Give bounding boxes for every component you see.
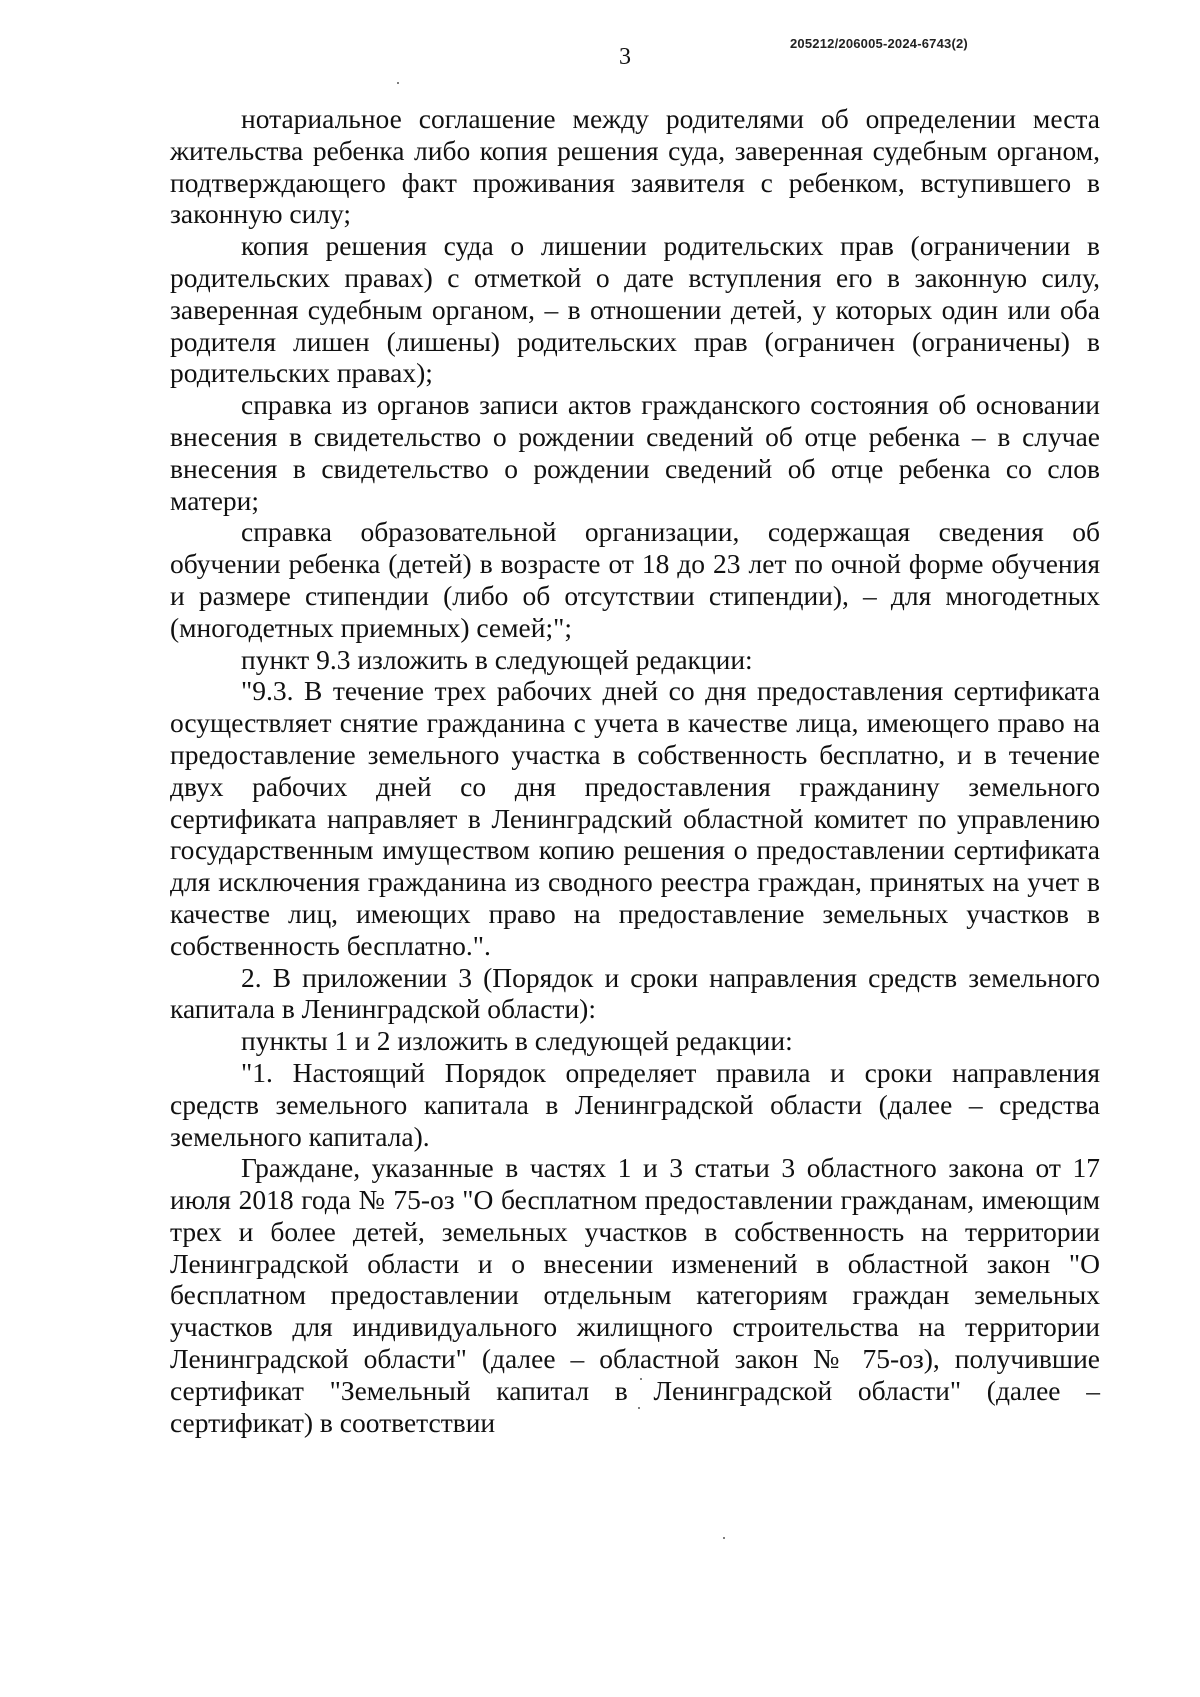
document-body bbox=[170, 103, 1100, 1438]
paragraph-clauses-1-2-intro: пункты 1 и 2 изложить в следующей редакции: bbox=[241, 1025, 793, 1057]
paragraph-court-decision-copy: копия решения суда о лишении родительских прав (ограничении в родительских правах) с отметкой о дате вступления его в законную силу, заверенная судебным органом, – в отношении детей, у которых один или оба родителя лишен (лишены) родительских прав (ограничен (ограничены) в родительских правах); bbox=[170, 230, 1100, 389]
paragraph-clause-9-3: "9.3. В течение трех рабочих дней со дня предоставления сертификата осуществляет снятие гражданина с учета в качестве лица, имеющего право на предоставление земельного участка в собственность бесплатно, и в течение двух рабочих дней со дня предоставления гражданину земельного сертификата направляет в Ленинградский областной комитет по управлению государственным имуществом копию решения о предоставлении сертификата для исключения гражданина из сводного реестра граждан, принятых на учет в качестве лиц, имеющих право на предоставление земельных участков в собственность бесплатно.". bbox=[170, 675, 1100, 961]
page-number: 3 bbox=[619, 44, 631, 70]
paragraph-civil-registry-certificate: справка из органов записи актов гражданского состояния об основании внесения в свидетельство о рождении сведений об отце ребенка – в случае внесения в свидетельство о рождении сведений об отце ребенка со слов матери; bbox=[170, 389, 1100, 516]
paragraph-clause-9-3-intro: пункт 9.3 изложить в следующей редакции: bbox=[241, 643, 753, 675]
paragraph-education-certificate: справка образовательной организации, содержащая сведения об обучении ребенка (детей) в возрасте от 18 до 23 лет по очной форме обучения и размере стипендии (либо об отсутствии стипендии), – для многодетных (многодетных приемных) семей;"; bbox=[170, 516, 1100, 643]
scan-speck bbox=[723, 1537, 725, 1539]
paragraph-clause-1: "1. Настоящий Порядок определяет правила и сроки направления средств земельного капитала в Ленинградской области (далее – средства земельного капитала). bbox=[170, 1056, 1100, 1152]
paragraph-appendix-3: 2. В приложении 3 (Порядок и сроки направления средств земельного капитала в Ленинградской области): bbox=[170, 961, 1100, 1025]
scan-speck bbox=[397, 82, 399, 84]
paragraph-notarial-agreement: нотариальное соглашение между родителями об определении места жительства ребенка либо копия решения суда, заверенная судебным органом, подтверждающего факт проживания заявителя с ребенком, вступившего в законную силу; bbox=[170, 103, 1100, 230]
document-reference-code: 205212/206005-2024-6743(2) bbox=[790, 36, 968, 51]
paragraph-citizens: Граждане, указанные в частях 1 и 3 статьи 3 областного закона от 17 июля 2018 года № 75-оз "О бесплатном предоставлении гражданам, имеющим трех и более детей, земельных участков в собственность на территории Ленинградской области и о внесении изменений в областной закон "О бесплатном предоставлении отдельным категориям граждан земельных участков для индивидуального жилищного строительства на территории Ленинградской области" (далее – областной закон № 75-оз), получившие сертификат "Земельный капитал в Ленинградской области" (далее – сертификат) в соответствии bbox=[170, 1152, 1100, 1438]
